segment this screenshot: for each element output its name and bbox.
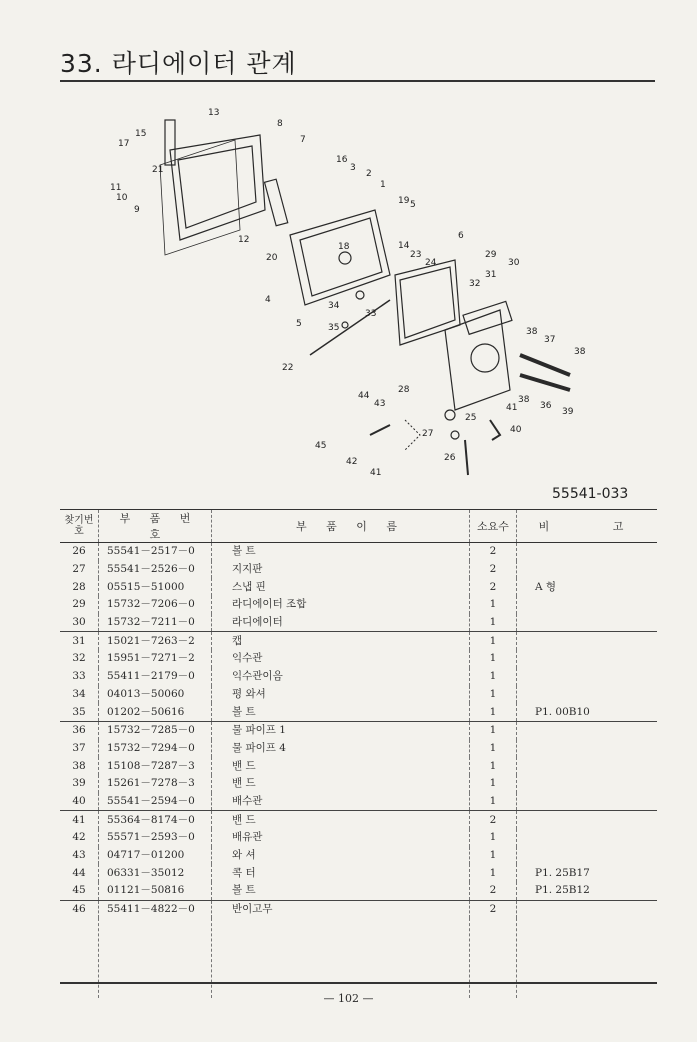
- cell-no: 26: [60, 543, 99, 561]
- svg-text:30: 30: [508, 258, 520, 268]
- cell-part-no: 55541－2594－0: [99, 793, 212, 811]
- cell-note: [517, 650, 658, 668]
- cell-no: 36: [60, 721, 99, 739]
- cell-name: 배수관: [212, 793, 470, 811]
- cell-note: [517, 686, 658, 704]
- cell-part-no: 06331－35012: [99, 864, 212, 882]
- cell-note: [517, 829, 658, 847]
- svg-text:10: 10: [116, 193, 128, 203]
- table-row: [60, 740, 657, 758]
- table-filler-row: [60, 918, 657, 998]
- cell-note: [517, 721, 658, 739]
- svg-text:28: 28: [398, 385, 410, 395]
- svg-text:21: 21: [152, 165, 164, 175]
- cell-no: 30: [60, 614, 99, 632]
- table-row: [60, 578, 657, 596]
- svg-text:9: 9: [134, 205, 140, 215]
- table-row: [60, 614, 657, 632]
- cell-note: P1. 25B12: [517, 882, 658, 900]
- cell-part-no: 55541－2526－0: [99, 561, 212, 579]
- shroud: [290, 210, 390, 305]
- header-no: 찾기번호: [60, 510, 99, 543]
- cell-name: 익수관이음: [212, 668, 470, 686]
- cell-no: 38: [60, 757, 99, 775]
- table-body: [60, 543, 657, 999]
- cell-qty: 1: [470, 757, 517, 775]
- empty-cell: [470, 918, 517, 998]
- cell-name: 지지판: [212, 561, 470, 579]
- cell-qty: 2: [470, 900, 517, 918]
- svg-text:38: 38: [526, 327, 538, 337]
- svg-text:27: 27: [422, 429, 434, 439]
- cell-qty: 2: [470, 882, 517, 900]
- cell-name: 반이고무: [212, 900, 470, 918]
- table-row: [60, 721, 657, 739]
- cell-no: 37: [60, 740, 99, 758]
- title-rule: [60, 80, 655, 82]
- cell-qty: 1: [470, 793, 517, 811]
- table-row: [60, 543, 657, 561]
- cell-qty: 1: [470, 596, 517, 614]
- cell-note: [517, 775, 658, 793]
- cell-name: 물 파이프 1: [212, 721, 470, 739]
- table-row: [60, 650, 657, 668]
- cell-note: [517, 847, 658, 865]
- cell-part-no: 15732－7206－0: [99, 596, 212, 614]
- cell-no: 40: [60, 793, 99, 811]
- radiator-core: [445, 310, 510, 410]
- cell-name: 콕 터: [212, 864, 470, 882]
- svg-text:6: 6: [458, 231, 464, 241]
- cell-note: [517, 811, 658, 829]
- cell-name: 밴 드: [212, 757, 470, 775]
- svg-text:33: 33: [365, 309, 377, 319]
- exploded-parts-diagram: [60, 90, 655, 510]
- cell-note: [517, 561, 658, 579]
- svg-text:2: 2: [366, 169, 372, 179]
- table-row: [60, 829, 657, 847]
- svg-text:7: 7: [300, 135, 306, 145]
- cell-part-no: 05515－51000: [99, 578, 212, 596]
- parts-table: [60, 509, 657, 998]
- table-bottom-rule: [60, 982, 657, 984]
- cell-name: 볼 트: [212, 543, 470, 561]
- table-row: [60, 703, 657, 721]
- table-header-row: [60, 510, 657, 543]
- cell-no: 39: [60, 775, 99, 793]
- table-row: [60, 632, 657, 650]
- cell-qty: 2: [470, 578, 517, 596]
- cell-qty: 1: [470, 686, 517, 704]
- cell-qty: 1: [470, 775, 517, 793]
- svg-text:39: 39: [562, 407, 574, 417]
- cell-name: 스냅 핀: [212, 578, 470, 596]
- svg-text:34: 34: [328, 301, 340, 311]
- cell-part-no: 01202－50616: [99, 703, 212, 721]
- svg-text:38: 38: [574, 347, 586, 357]
- cell-qty: 2: [470, 811, 517, 829]
- cell-no: 34: [60, 686, 99, 704]
- svg-text:42: 42: [346, 457, 358, 467]
- svg-text:41: 41: [370, 468, 382, 478]
- cell-name: 캡: [212, 632, 470, 650]
- svg-text:41: 41: [506, 403, 518, 413]
- cell-qty: 2: [470, 543, 517, 561]
- svg-text:26: 26: [444, 453, 456, 463]
- cell-no: 28: [60, 578, 99, 596]
- svg-text:12: 12: [238, 235, 250, 245]
- cell-part-no: 15732－7294－0: [99, 740, 212, 758]
- grille-frame: [170, 135, 265, 240]
- svg-text:20: 20: [266, 253, 278, 263]
- svg-text:18: 18: [338, 242, 350, 252]
- cell-qty: 1: [470, 829, 517, 847]
- header-qty: 소요수: [470, 510, 517, 543]
- cell-note: P1. 25B17: [535, 866, 590, 879]
- svg-text:38: 38: [518, 395, 530, 405]
- empty-cell: [60, 918, 99, 998]
- cell-note: [517, 668, 658, 686]
- table-row: [60, 900, 657, 918]
- svg-text:24: 24: [425, 258, 437, 268]
- cell-no: 31: [60, 632, 99, 650]
- cell-name: 평 와셔: [212, 686, 470, 704]
- cell-part-no: 15108－7287－3: [99, 757, 212, 775]
- cell-no: 32: [60, 650, 99, 668]
- cell-no: 41: [60, 811, 99, 829]
- cell-part-no: 15951－7271－2: [99, 650, 212, 668]
- cell-no: 35: [60, 703, 99, 721]
- header-note: 비 고: [517, 510, 658, 543]
- svg-text:35: 35: [328, 323, 340, 333]
- svg-text:11: 11: [110, 183, 122, 193]
- cell-note: [517, 614, 658, 632]
- cell-qty: 1: [470, 740, 517, 758]
- svg-text:17: 17: [118, 139, 130, 149]
- cell-part-no: 55364－8174－0: [99, 811, 212, 829]
- cell-name: 밴 드: [212, 775, 470, 793]
- cell-qty: 1: [470, 864, 517, 882]
- cell-no: 42: [60, 829, 99, 847]
- cell-name: 익수관: [212, 650, 470, 668]
- cell-note: [517, 740, 658, 758]
- cell-part-no: 55571－2593－0: [99, 829, 212, 847]
- table-row: [60, 811, 657, 829]
- table-row: [60, 686, 657, 704]
- table-row: [60, 561, 657, 579]
- table-row: [60, 847, 657, 865]
- svg-text:5: 5: [296, 319, 302, 329]
- svg-text:15: 15: [135, 129, 147, 139]
- cell-qty: 1: [470, 614, 517, 632]
- svg-text:45: 45: [315, 441, 327, 451]
- empty-cell: [212, 918, 470, 998]
- cell-part-no: 04717－01200: [99, 847, 212, 865]
- svg-text:16: 16: [336, 155, 348, 165]
- cell-no: 27: [60, 561, 99, 579]
- header-name: 부 품 이 름: [212, 510, 470, 543]
- cell-name: 와 셔: [212, 847, 470, 865]
- cell-name: 배유관: [212, 829, 470, 847]
- empty-cell: [99, 918, 212, 998]
- cell-note: [517, 757, 658, 775]
- cell-no: 45: [60, 882, 99, 900]
- table-row: [60, 864, 657, 882]
- svg-text:4: 4: [265, 295, 271, 305]
- svg-text:29: 29: [485, 250, 497, 260]
- cell-name: 밴 드: [212, 811, 470, 829]
- diagram-svg: [60, 90, 655, 510]
- cell-name: 라디에이터: [212, 614, 470, 632]
- svg-text:8: 8: [277, 119, 283, 129]
- cell-name: 볼 트: [212, 703, 470, 721]
- cell-qty: 1: [470, 847, 517, 865]
- page-number: — 102 —: [323, 992, 374, 1005]
- cell-note: A 형: [535, 580, 557, 593]
- cell-qty: 1: [470, 721, 517, 739]
- svg-text:43: 43: [374, 399, 386, 409]
- svg-text:19: 19: [398, 196, 410, 206]
- cell-no: 46: [60, 900, 99, 918]
- cell-note: P1. 00B10: [517, 703, 658, 721]
- svg-text:5: 5: [410, 200, 416, 210]
- svg-text:36: 36: [540, 401, 552, 411]
- svg-text:44: 44: [358, 391, 370, 401]
- table-row: [60, 596, 657, 614]
- cell-part-no: 55411－4822－0: [99, 900, 212, 918]
- cell-qty: 1: [470, 668, 517, 686]
- cell-part-no: 15021－7263－2: [99, 632, 212, 650]
- cell-no: 44: [60, 864, 99, 882]
- svg-text:3: 3: [350, 163, 356, 173]
- svg-text:37: 37: [544, 335, 556, 345]
- cell-name: 물 파이프 4: [212, 740, 470, 758]
- cell-qty: 1: [470, 632, 517, 650]
- cell-part-no: 15261－7278－3: [99, 775, 212, 793]
- table-row: [60, 757, 657, 775]
- cell-name: 라디에이터 조합: [212, 596, 470, 614]
- svg-text:40: 40: [510, 425, 522, 435]
- svg-text:13: 13: [208, 108, 220, 118]
- cell-note: [517, 632, 658, 650]
- svg-text:1: 1: [380, 180, 386, 190]
- table-row: [60, 775, 657, 793]
- cell-name: 볼 트: [212, 882, 470, 900]
- svg-text:31: 31: [485, 270, 497, 280]
- table-row: [60, 882, 657, 900]
- empty-cell: [517, 918, 658, 998]
- cell-qty: 2: [470, 561, 517, 579]
- cell-part-no: 55411－2179－0: [99, 668, 212, 686]
- svg-text:25: 25: [465, 413, 477, 423]
- table-row: [60, 668, 657, 686]
- cell-no: 33: [60, 668, 99, 686]
- cell-qty: 1: [470, 703, 517, 721]
- cell-part-no: 04013－50060: [99, 686, 212, 704]
- svg-text:14: 14: [398, 241, 410, 251]
- svg-text:22: 22: [282, 363, 294, 373]
- cell-note: [517, 900, 658, 918]
- page-title: 33. 라디에이터 관계: [60, 49, 297, 78]
- cell-note: [517, 596, 658, 614]
- cell-part-no: 15732－7211－0: [99, 614, 212, 632]
- cell-note: [517, 793, 658, 811]
- svg-text:32: 32: [469, 279, 481, 289]
- drawing-code: 55541-033: [552, 486, 629, 502]
- svg-text:23: 23: [410, 250, 422, 260]
- header-part-no: 부 품 번 호: [99, 510, 212, 543]
- cell-part-no: 15732－7285－0: [99, 721, 212, 739]
- cell-note: [517, 543, 658, 561]
- table-row: [60, 793, 657, 811]
- cell-part-no: 01121－50816: [99, 882, 212, 900]
- cell-part-no: 55541－2517－0: [99, 543, 212, 561]
- cell-no: 43: [60, 847, 99, 865]
- cell-no: 29: [60, 596, 99, 614]
- cell-qty: 1: [470, 650, 517, 668]
